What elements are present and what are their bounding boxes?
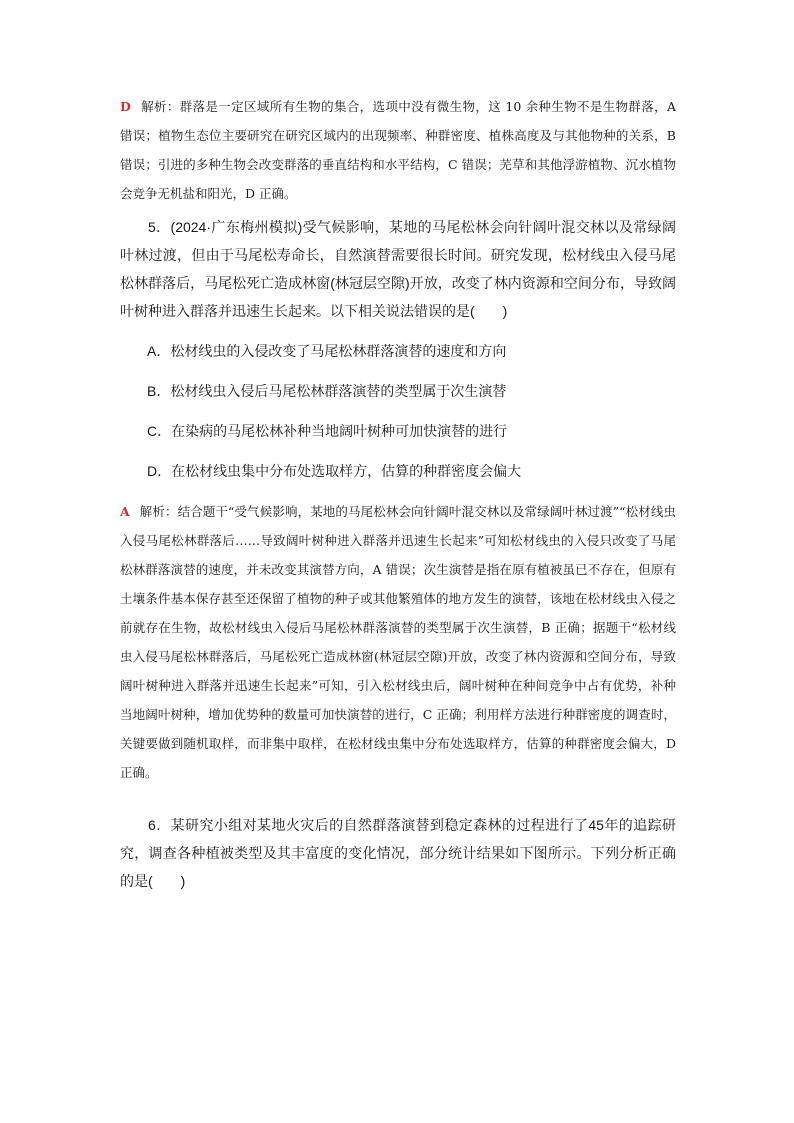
answer-letter-q4: D <box>120 99 131 114</box>
option-d-q5: D．在松材线虫集中分布处选取样方，估算的种群密度会偏大 <box>147 463 522 479</box>
option-a-q5: A．松材线虫的入侵改变了马尾松林群落演替的速度和方向 <box>147 343 507 359</box>
question-5-stem: 5．(2024·广东梅州模拟)受气候影响，某地的马尾松林会向针阔叶混交林以及常绿阔叶林过渡，但由于马尾松寿命长，自然演替需要很长时间。研究发现，松材线虫入侵马尾松林群落后，马尾松死亡造成林窗(林冠层空隙)开放，改变了林内资源和空间分布，导致阔叶树种进入群落并迅速生长起来。以下相关说法错误的是( ) <box>120 219 676 319</box>
answer-letter-q5: A <box>120 504 130 519</box>
option-c-q5: C．在染病的马尾松林补种当地阔叶树种可加快演替的进行 <box>147 423 508 439</box>
question-6-stem: 6．某研究小组对某地火灾后的自然群落演替到稳定森林的过程进行了45年的追踪研究，调查各种植被类型及其丰富度的变化情况，部分统计结果如下图所示。下列分析正确的是( ) <box>120 817 676 889</box>
explanation-text-q4: 解析：群落是一定区域所有生物的集合，选项中没有微生物，这 10 余种生物不是生物群落，A 错误；植物生态位主要研究在研究区域内的出现频率、种群密度、植株高度及与其他物种的关系，B 错误；引进的多种生物会改变群落的垂直结构和水平结构，C 错误；芜草和其他浮游植物、沉水植物会竞争无机盐和阳光，D 正确。 <box>120 99 676 201</box>
option-b-q5: B．松材线虫入侵后马尾松林群落演替的类型属于次生演替 <box>147 383 507 399</box>
explanation-q5 <box>120 497 676 787</box>
explanation-text-q5: 解析：结合题干“受气候影响，某地的马尾松林会向针阔叶混交林以及常绿阔叶林过渡”“松材线虫入侵马尾松林群落后……导致阔叶树种进入群落并迅速生长起来”可知松材线虫的入侵只改变了马尾松林群落演替的速度，并未改变其演替方向，A 错误；次生演替是指在原有植被虽已不存在，但原有土壤条件基本保存甚至还保留了植物的种子或其他繁殖体的地方发生的演替，该地在松材线虫入侵之前就存在生物，故松材线虫入侵后马尾松林群落演替的类型属于次生演替，B 正确；据题干“松材线虫入侵马尾松林群落后，马尾松死亡造成林窗(林冠层空隙)开放，改变了林内资源和空间分布，导致阔叶树种进入群落并迅速生长起来”可知，引入松材线虫后，阔叶树种在种间竞争中占有优势，补种当地阔叶树种，增加优势种的数量可加快演替的进行，C 正确；利用样方法进行种群密度的调查时，关键要做到随机取样，而非集中取样，在松材线虫集中分布处选取样方，估算的种群密度会偏大，D 正确。 <box>120 504 676 780</box>
explanation-q4 <box>120 92 676 208</box>
